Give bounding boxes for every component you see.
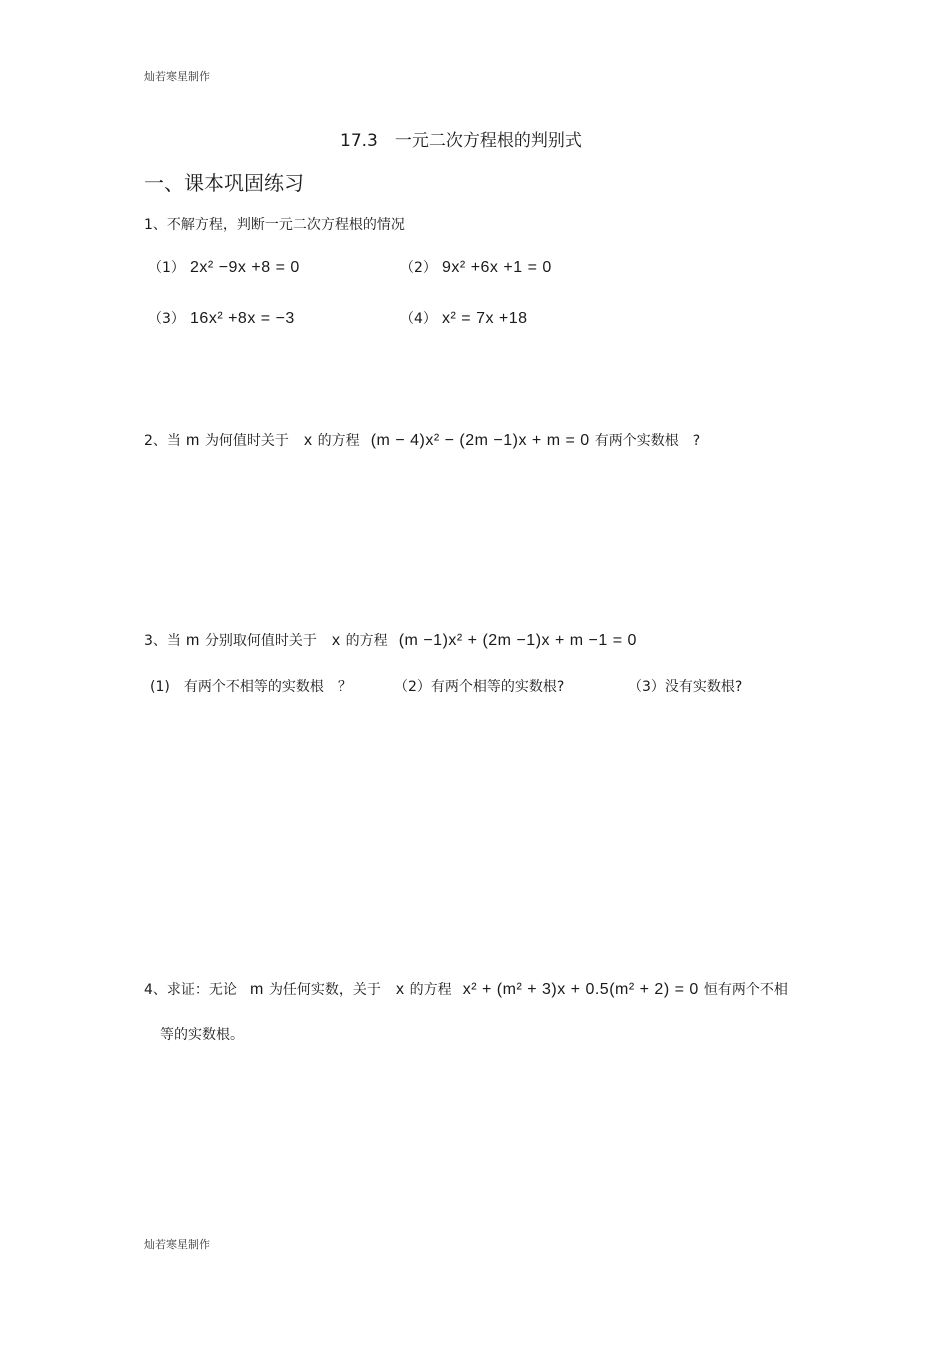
q2-suffix: 有两个实数根 ?	[594, 433, 701, 449]
q1-item-3	[148, 308, 295, 328]
q1-item-2	[400, 257, 552, 277]
q3-option-2: （2）有两个相等的实数根?	[394, 679, 565, 695]
q4-mid2: 的方程	[409, 982, 452, 998]
q4-suffix: 恒有两个不相	[703, 982, 788, 998]
question-1-text: 1、不解方程，判断一元二次方程根的情况	[144, 217, 405, 233]
q1-item-1	[148, 257, 300, 277]
q4-prefix: 4、求证：无论	[144, 982, 237, 998]
question-3	[144, 630, 637, 650]
q1-item-4	[400, 308, 528, 328]
q1-item-4-equation: x² = 7x +18	[442, 310, 528, 327]
q3-option-3: （3）没有实数根?	[628, 679, 743, 695]
q4-var-x: x	[396, 981, 405, 998]
q2-var-m: m	[186, 432, 200, 449]
q3-mid: 分别取何值时关于	[204, 633, 317, 649]
q2-var-x: x	[304, 432, 313, 449]
q4-mid: 为任何实数，关于	[268, 982, 381, 998]
q2-equation: (m − 4)x² − (2m −1)x + m = 0	[370, 432, 590, 449]
q1-item-1-equation: 2x² −9x +8 = 0	[190, 259, 300, 276]
q2-mid: 为何值时关于	[204, 433, 289, 449]
q1-item-3-label: （3）	[148, 311, 185, 327]
q3-prefix: 3、当	[144, 633, 181, 649]
q1-item-3-equation: 16x² +8x = −3	[190, 310, 295, 327]
header-watermark: 灿若寒星制作	[144, 70, 210, 83]
q3-var-m: m	[186, 632, 200, 649]
q4-var-m: m	[250, 981, 264, 998]
q4-equation: x² + (m² + 3)x + 0.5(m² + 2) = 0	[462, 981, 699, 998]
footer-watermark: 灿若寒星制作	[144, 1238, 210, 1251]
section-heading: 一、课本巩固练习	[144, 171, 304, 195]
q2-mid2: 的方程	[317, 433, 360, 449]
question-4	[144, 979, 788, 999]
q1-item-4-label: （4）	[400, 311, 437, 327]
q1-item-1-label: （1）	[148, 260, 185, 276]
q4-line-2: 等的实数根。	[160, 1027, 244, 1043]
q3-option-1: (1) 有两个不相等的实数根 ？	[150, 679, 352, 695]
q1-item-2-equation: 9x² +6x +1 = 0	[442, 259, 552, 276]
q3-mid2: 的方程	[345, 633, 388, 649]
q3-equation: (m −1)x² + (2m −1)x + m −1 = 0	[398, 632, 637, 649]
q2-prefix: 2、当	[144, 433, 181, 449]
page-title: 17.3 一元二次方程根的判别式	[340, 131, 582, 151]
q1-item-2-label: （2）	[400, 260, 437, 276]
question-2	[144, 430, 700, 450]
q3-var-x: x	[332, 632, 341, 649]
